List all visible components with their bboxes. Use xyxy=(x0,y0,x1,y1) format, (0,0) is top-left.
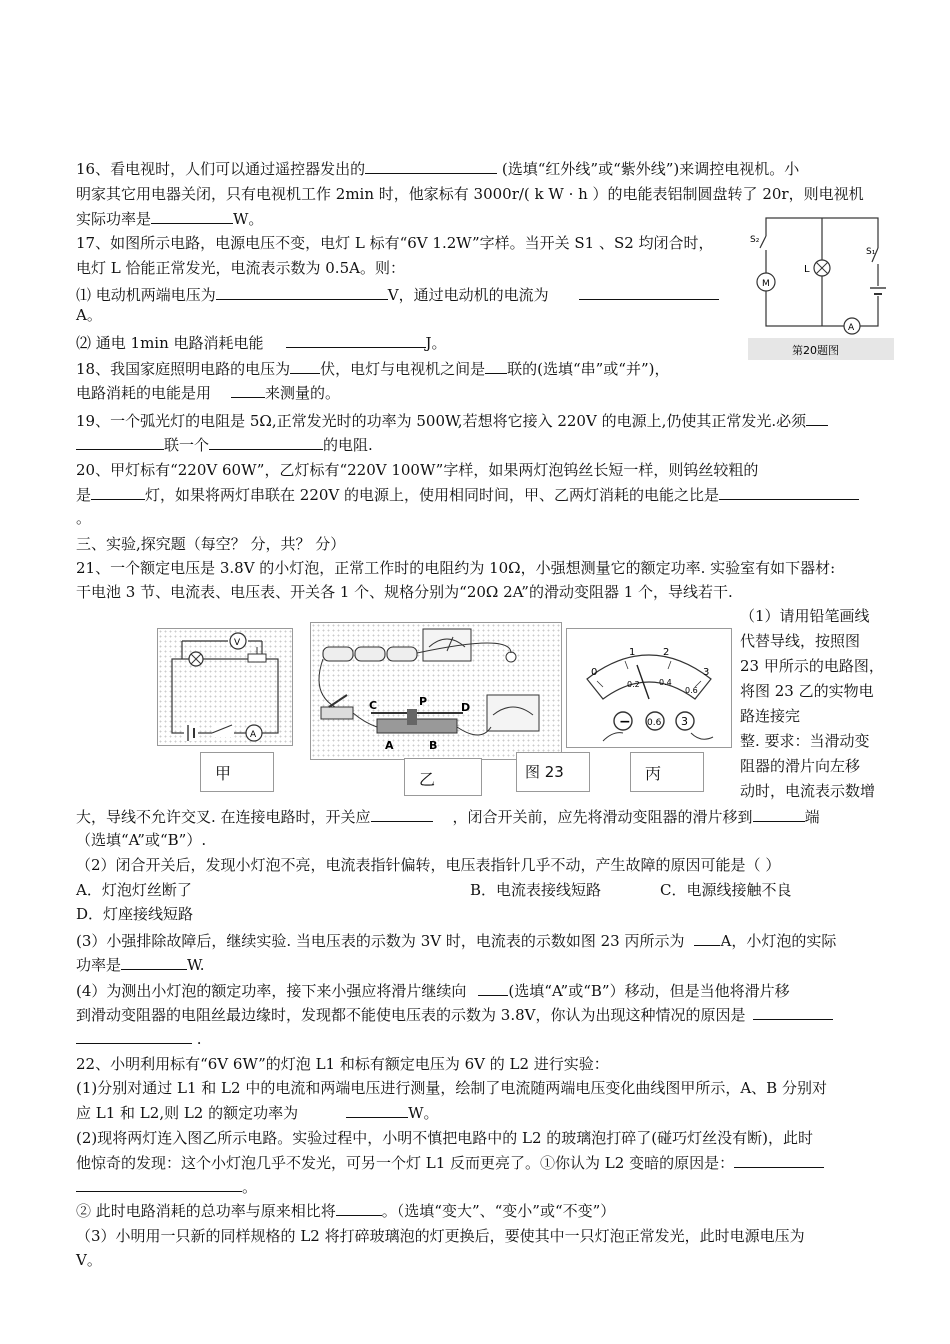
figure-23-jia xyxy=(157,628,293,746)
fig23-v-label: V xyxy=(234,638,241,648)
q21-blank-2[interactable] xyxy=(753,806,805,822)
q21-blank-1[interactable] xyxy=(371,806,433,822)
q21-part4-line3: . xyxy=(76,1028,202,1049)
q21-blank-5[interactable] xyxy=(478,980,508,996)
q18-blank-2[interactable] xyxy=(485,358,507,374)
fig23-a-meter-label: A xyxy=(250,730,257,740)
q16-blank-2[interactable] xyxy=(151,208,233,224)
q17-line3: ⑴ 电动机两端电压为 V，通过电动机的电流为 xyxy=(76,284,719,305)
q21-part3-line1: (3）小强排除故障后，继续实验. 当电压表的示数为 3V 时，电流表的示数如图 23 丙所示为 A，小灯泡的实际 xyxy=(76,932,837,950)
q21-part2: （2）闭合开关后，发现小灯泡不亮，电流表指针偏转，电压表指针几乎不动，产生故障的原因可能是（ ） xyxy=(76,856,781,874)
q21-line3: 大，导线不允许交叉. 在连接电路时，开关应 ，闭合开关前，应先将滑动变阻器的滑片移到 端 xyxy=(76,808,820,826)
fig20-s2-label: S₂ xyxy=(750,235,760,245)
q22-line5: 他惊奇的发现：这个小灯泡几乎不发光，可另一个灯 L1 反而更亮了。①你认为 L2 变暗的原因是： xyxy=(76,1152,824,1173)
fig20-s1-label: S₁ xyxy=(866,247,876,257)
label-fig23: 图 23 xyxy=(525,763,564,781)
q20-line1: 20、甲灯标有“220V 60W”，乙灯标有“220V 100W”字样，如果两灯泡钨丝长短一样，则钨丝较粗的 xyxy=(76,461,759,479)
rheostat-icon xyxy=(248,654,266,662)
scale-bottom-3: 0.6 xyxy=(685,686,698,695)
q22-blank-2[interactable] xyxy=(734,1152,824,1168)
q22-line6: 。 xyxy=(76,1176,257,1197)
q19-blank-2[interactable] xyxy=(209,434,323,450)
scale-top-2: 2 xyxy=(663,647,670,658)
q22-line3: 应 L1 和 L2,则 L2 的额定功率为 W。 xyxy=(76,1104,439,1122)
q21-blank-3[interactable] xyxy=(694,930,720,946)
label-box-jia xyxy=(200,752,274,792)
q17-blank-3[interactable] xyxy=(286,332,426,348)
label-box-yi xyxy=(404,758,482,796)
fig20-a-label: A xyxy=(848,323,855,333)
scale-bottom-2: 0.4 xyxy=(659,678,672,687)
fig23-c-label: C xyxy=(369,699,378,712)
q17-line5: ⑵ 通电 1min 电路消耗电能 J。 xyxy=(76,334,447,352)
label-jia: 甲 xyxy=(215,764,232,783)
switch-device xyxy=(321,707,353,719)
q16-line3: 实际功率是 W。 xyxy=(76,210,264,228)
scale-top-0: 0 xyxy=(591,667,598,678)
q21-part4-line2: 到滑动变阻器的电阻丝最边缘时，发现都不能使电压表的示数为 3.8V，你认为出现这种情况的原因是 xyxy=(76,1004,833,1025)
q20-blank-1[interactable] xyxy=(91,484,145,500)
q16-line2: 明家其它用电器关闭，只有电视机工作 2min 时，他家标有 3000r/( k W · h ）的电能表铝制圆盘转了 20r，则电视机 xyxy=(76,185,864,203)
scale-top-3: 3 xyxy=(703,667,710,678)
label-bing: 丙 xyxy=(645,764,662,783)
q21-side-7: 阻器的滑片向左移 xyxy=(740,757,861,775)
q21-line2: 干电池 3 节、电流表、电压表、开关各 1 个、规格分别为“20Ω 2A”的滑动变阻器 1 个，导线若干. xyxy=(76,583,733,601)
q21-part4-line1: (4）为测出小灯泡的额定功率，接下来小强应将滑片继续向 (选填“A”或“B”）移动，但是当他将滑片移 xyxy=(76,982,790,1000)
q19-line1: 19、一个弧光灯的电阻是 5Ω,正常发光时的功率为 500W,若想将它接入 220V 的电源上,仍使其正常发光.必须 xyxy=(76,410,828,431)
q21-option-d[interactable]: D．灯座接线短路 xyxy=(76,905,194,923)
q18-line2: 电路消耗的电能是用 来测量的。 xyxy=(76,384,341,402)
q17-blank-2[interactable] xyxy=(579,284,719,300)
fig20-l-label: L xyxy=(804,264,810,275)
q21-line1: 21、一个额定电压是 3.8V 的小灯泡，正常工作时的电阻约为 10Ω，小强想测量它的额定功率. 实验室有如下器材: xyxy=(76,559,836,577)
q18-blank-1[interactable] xyxy=(290,358,320,374)
q22-line2: (1)分别对通过 L1 和 L2 中的电流和两端电压进行测量，绘制了电流随两端电压变化曲线图甲所示，A、B 分别对 xyxy=(76,1079,827,1097)
q21-part3-line2: 功率是 W. xyxy=(76,956,205,974)
q21-option-c[interactable]: C．电源线接触不良 xyxy=(660,881,792,899)
figure-23-yi xyxy=(310,622,562,760)
q22-line1: 22、小明利用标有“6V 6W”的灯泡 L1 和标有额定电压为 6V 的 L2 进行实验： xyxy=(76,1055,609,1073)
q22-blank-3[interactable] xyxy=(76,1176,242,1192)
label-box-bing xyxy=(630,752,704,792)
q21-side-5: 路连接完 xyxy=(740,707,801,725)
terminal-minus: − xyxy=(619,714,631,730)
q19-blank-1[interactable] xyxy=(76,434,164,450)
q17-line4: A。 xyxy=(76,306,102,324)
q17-blank-1[interactable] xyxy=(216,284,388,300)
q22-blank-1[interactable] xyxy=(346,1102,408,1118)
ammeter-dial xyxy=(567,629,731,747)
q18-line1: 18、我国家庭照明电路的电压为 伏，电灯与电视机之间是 联的(选填“串”或“并”)， xyxy=(76,360,670,378)
q22-line8: （3）小明用一只新的同样规格的 L2 将打碎玻璃泡的灯更换后，要使其中一只灯泡正常发光，此时电源电压为 xyxy=(76,1227,805,1245)
q21-side-1: （1）请用铅笔画线 xyxy=(740,607,870,625)
q21-side-2: 代替导线，按照图 xyxy=(740,632,861,650)
q18-blank-3[interactable] xyxy=(231,382,265,398)
q21-line4: （选填“A”或“B”）. xyxy=(76,831,207,849)
label-yi: 乙 xyxy=(419,770,436,789)
q22-line9: V。 xyxy=(76,1251,102,1269)
fig20-m-label: M xyxy=(762,279,770,289)
q22-line4: (2)现将两灯连入图乙所示电路。实验过程中，小明不慎把电路中的 L2 的玻璃泡打碎了(碰巧灯丝没有断)，此时 xyxy=(76,1129,813,1147)
q20-line3: 。 xyxy=(76,509,92,527)
q20-blank-2[interactable] xyxy=(719,484,859,500)
bulb-device xyxy=(506,652,516,662)
q21-option-b[interactable]: B．电流表接线短路 xyxy=(470,881,602,899)
terminal-3: 3 xyxy=(681,715,688,728)
fig23-p-label: P xyxy=(419,695,428,708)
fig23-b-label: B xyxy=(429,739,438,752)
q21-side-3: 23 甲所示的电路图， xyxy=(740,657,884,675)
q21-option-a[interactable]: A．灯泡灯丝断了 xyxy=(76,881,192,899)
q22-blank-4[interactable] xyxy=(336,1200,382,1216)
label-box-fig23 xyxy=(516,752,590,792)
q17-line1: 17、如图所示电路，电源电压不变，电灯 L 标有“6V 1.2W”字样。当开关 S1 、S2 均闭合时， xyxy=(76,234,714,252)
q22-line7: ② 此时电路消耗的总功率与原来相比将 。（选填“变大”、“变小”或“不变”） xyxy=(76,1202,616,1220)
fig20-caption: 第20题图 xyxy=(792,344,839,357)
terminal-06: 0.6 xyxy=(647,718,662,728)
q21-side-8: 动时，电流表示数增 xyxy=(740,782,876,800)
fig23-d-label: D xyxy=(461,701,471,714)
q19-blank-0[interactable] xyxy=(806,410,828,426)
fig23-a-label: A xyxy=(385,739,394,752)
q16-blank-1[interactable] xyxy=(365,158,497,174)
q21-blank-6[interactable] xyxy=(753,1004,833,1020)
q16-line1: 16、看电视时，人们可以通过遥控器发出的 (选填“红外线”或“紫外线”)来调控电视机。小 xyxy=(76,160,800,178)
q21-side-4: 将图 23 乙的实物电 xyxy=(740,682,874,700)
scale-bottom-1: 0.2 xyxy=(627,680,640,689)
q17-line2: 电灯 L 恰能正常发光，电流表示数为 0.5A。则： xyxy=(76,259,405,277)
q21-blank-4[interactable] xyxy=(121,954,187,970)
q21-side-6: 整. 要求：当滑动变 xyxy=(740,732,870,750)
ammeter-device xyxy=(487,695,539,731)
section-3-title: 三、实验,探究题（每空？ 分，共？ 分） xyxy=(76,535,346,553)
figure-20 xyxy=(748,210,894,360)
scale-top-1: 1 xyxy=(629,647,636,658)
q20-line2: 是 灯，如果将两灯串联在 220V 的电源上，使用相同时间，甲、乙两灯消耗的电能之比是 xyxy=(76,484,859,505)
q21-blank-7[interactable] xyxy=(76,1028,192,1044)
q19-line2: 联一个 的电阻. xyxy=(76,434,373,455)
figure-23-bing xyxy=(566,628,732,748)
